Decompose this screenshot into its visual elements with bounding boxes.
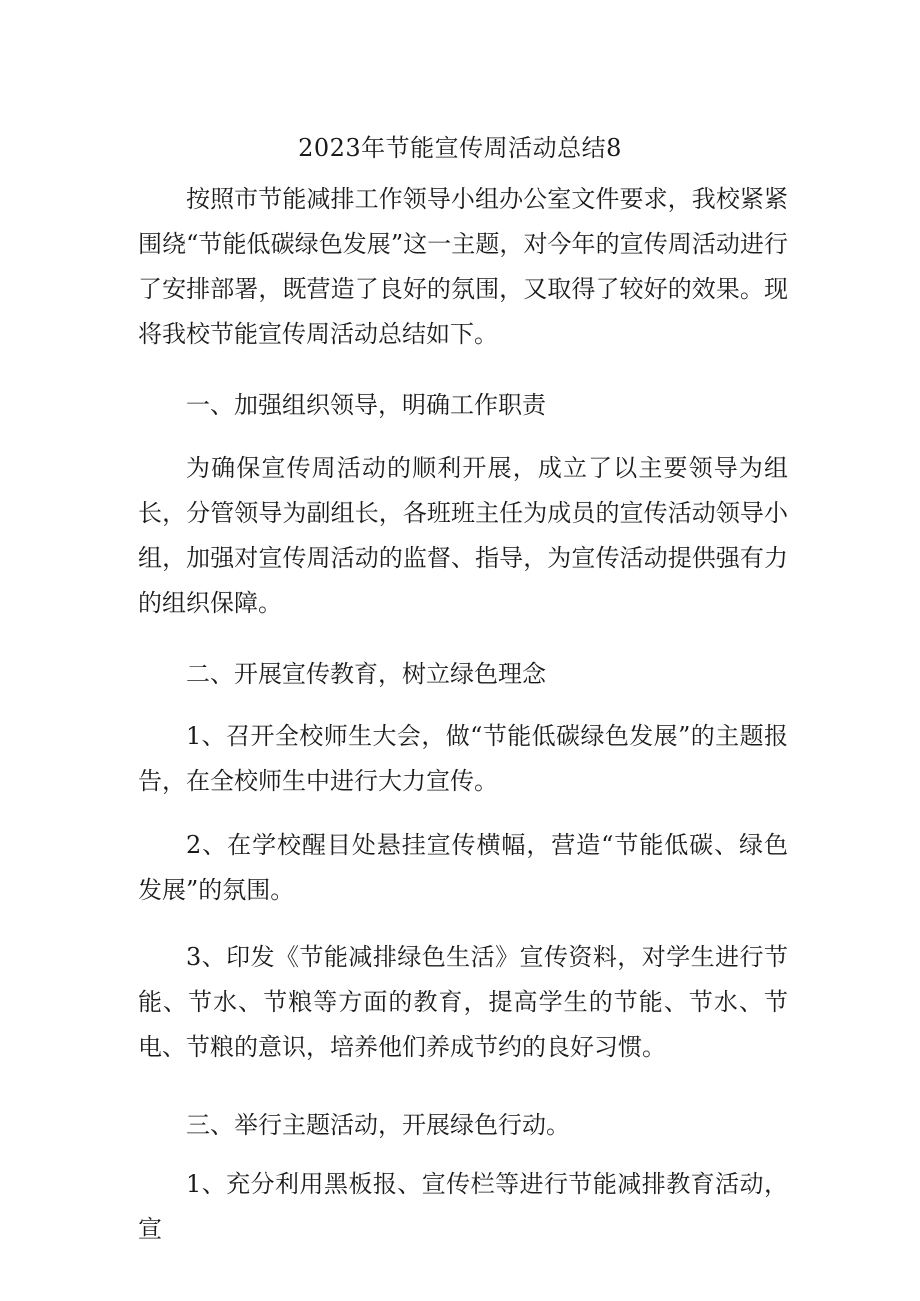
section2-item3: 3、印发《节能减排绿色生活》宣传资料，对学生进行节能、节水、节粮等方面的教育，提高学生的节能、节水、节电、节粮的意识，培养他们养成节约的良好习惯。: [138, 943, 788, 1061]
section3-item1: 1、充分利用黑板报、宣传栏等进行节能减排教育活动，宣: [138, 1170, 788, 1243]
section2-item2: 2、在学校醒目处悬挂宣传横幅，营造“节能低碳、绿色发展”的氛围。: [138, 831, 788, 904]
section1-heading: 一、加强组织领导，明确工作职责: [186, 391, 546, 419]
section2-heading: 二、开展宣传教育，树立绿色理念: [186, 660, 546, 688]
intro-paragraph: 按照市节能减排工作领导小组办公室文件要求，我校紧紧围绕“节能低碳绿色发展”这一主题，对今年的宣传周活动进行了安排部署，既营造了良好的氛围，又取得了较好的效果。现将我校节能宣传周活动总结如下。: [138, 185, 788, 348]
document-title: 2023年节能宣传周活动总结8: [298, 134, 622, 162]
section1-paragraph: 为确保宣传周活动的顺利开展，成立了以主要领导为组长，分管领导为副组长，各班班主任为成员的宣传活动领导小组，加强对宣传周活动的监督、指导，为宣传活动提供强有力的组织保障。: [138, 454, 788, 617]
section3-heading: 三、举行主题活动，开展绿色行动。: [186, 1111, 570, 1139]
section2-item1: 1、召开全校师生大会，做“节能低碳绿色发展”的主题报告，在全校师生中进行大力宣传。: [138, 722, 788, 795]
